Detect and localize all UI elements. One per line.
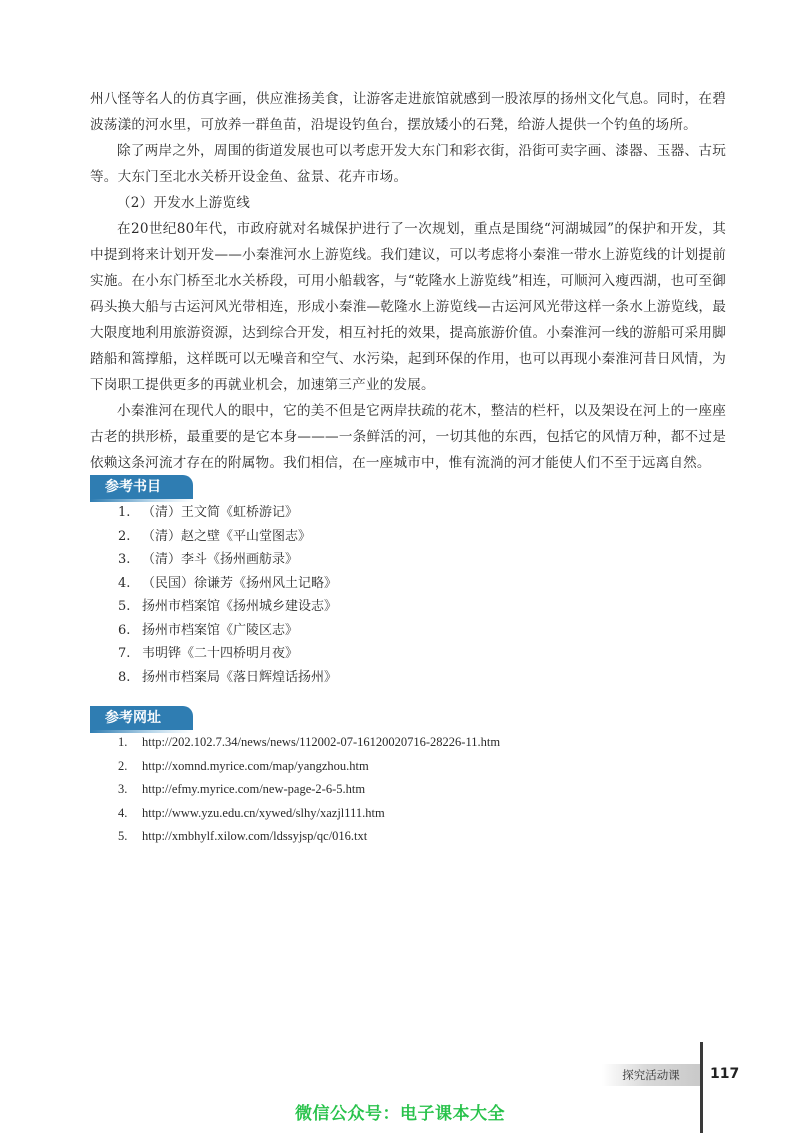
item-number: 8. — [118, 669, 131, 685]
item-number: 4. — [118, 805, 128, 820]
bibliography-list — [118, 501, 337, 689]
paragraph: 在20世纪80年代，市政府就对名城保护进行了一次规划，重点是围绕“河湖城园”的保护和开发，其中提到将来计划开发——小秦淮河水上游览线。我们建议，可以考虑将小秦淮一带水上游览线的计划提前实施。在小东门桥至北水关桥段，可用小船载客，与“乾隆水上游览线”相连，可顺河入瘦西湖，也可至御码头换大船与古运河风光带相连，形成小秦淮—乾隆水上游览线—古运河风光带这样一条水上游览线，最大限度地利用旅游资源，达到综合开发，相互衬托的效果，提高旅游价值。小秦淮河一线的游船可采用脚踏船和篙撑船，这样既可以无噪音和空气、水污染，起到环保的作用，也可以再现小秦淮河昔日风情，为下岗职工提供更多的再就业机会，加速第三产业的发展。 — [90, 221, 726, 393]
page-number: 117 — [710, 1066, 740, 1082]
list-item — [118, 595, 337, 619]
websites-heading: 参考网址 — [90, 706, 193, 730]
item-text: 韦明铧《二十四桥明月夜》 — [142, 646, 299, 661]
list-item — [118, 802, 500, 826]
item-number: 2. — [118, 528, 131, 544]
list-item — [118, 666, 337, 690]
url-text: http://www.yzu.edu.cn/xywed/slhy/xazjl111.htm — [142, 805, 385, 820]
url-text: http://xomnd.myrice.com/map/yangzhou.htm — [142, 758, 369, 773]
item-number: 2. — [118, 758, 128, 773]
list-item — [118, 642, 337, 666]
item-text: （清）赵之壁《平山堂图志》 — [142, 528, 312, 544]
item-number: 3. — [118, 782, 128, 796]
list-item — [118, 501, 337, 525]
paragraph: 州八怪等名人的仿真字画，供应淮扬美食，让游客走进旅馆就感到一股浓厚的扬州文化气息。同时，在碧波荡漾的河水里，可放养一群鱼苗，沿堤设钓鱼台，摆放矮小的石凳，给游人提供一个钓鱼的场所。 — [90, 91, 726, 133]
item-text: （清）李斗《扬州画舫录》 — [142, 552, 299, 567]
list-item — [118, 755, 500, 779]
url-text: http://efmy.myrice.com/new-page-2-6-5.htm — [142, 782, 366, 796]
list-item — [118, 731, 500, 755]
item-text: 扬州市档案馆《广陵区志》 — [142, 622, 299, 638]
bibliography-heading: 参考书目 — [90, 475, 193, 499]
body-text — [90, 86, 726, 476]
watermark: 微信公众号：电子课本大全 — [295, 1104, 505, 1124]
list-item — [118, 778, 500, 802]
item-number: 5. — [118, 829, 128, 843]
item-number: 3. — [118, 552, 131, 567]
item-number: 6. — [118, 622, 131, 638]
item-number: 7. — [118, 646, 131, 661]
list-item — [118, 825, 500, 849]
section-label: 探究活动课 — [602, 1064, 700, 1086]
item-text: 扬州市档案馆《扬州城乡建设志》 — [142, 599, 338, 614]
subheading: （2）开发水上游览线 — [117, 195, 250, 211]
url-text: http://202.102.7.34/news/news/112002-07-16120020716-28226-11.htm — [142, 735, 501, 749]
paragraph: 除了两岸之外，周围的街道发展也可以考虑开发大东门和彩衣街，沿街可卖字画、漆器、玉器、古玩等。大东门至北水关桥开设金鱼、盆景、花卉市场。 — [90, 143, 726, 185]
item-number: 5. — [118, 599, 131, 614]
list-item — [118, 525, 337, 549]
item-number: 1. — [118, 505, 131, 520]
item-text: （清）王文简《虹桥游记》 — [142, 505, 299, 520]
list-item — [118, 619, 337, 643]
item-number: 4. — [118, 575, 131, 591]
item-text: 扬州市档案局《落日辉煌话扬州》 — [142, 669, 338, 685]
websites-list — [118, 731, 500, 849]
paragraph: 小秦淮河在现代人的眼中，它的美不但是它两岸扶疏的花木，整洁的栏杆，以及架设在河上的一座座古老的拱形桥，最重要的是它本身———一条鲜活的河，一切其他的东西，包括它的风情万种，都不过是依赖这条河流才存在的附属物。我们相信，在一座城市中，惟有流淌的河才能使人们不至于远离自然。 — [90, 403, 726, 471]
item-text: （民国）徐谦芳《扬州风土记略》 — [142, 575, 338, 591]
list-item — [118, 572, 337, 596]
list-item — [118, 548, 337, 572]
url-text: http://xmbhylf.xilow.com/ldssyjsp/qc/016.txt — [142, 829, 368, 843]
item-number: 1. — [118, 735, 128, 749]
